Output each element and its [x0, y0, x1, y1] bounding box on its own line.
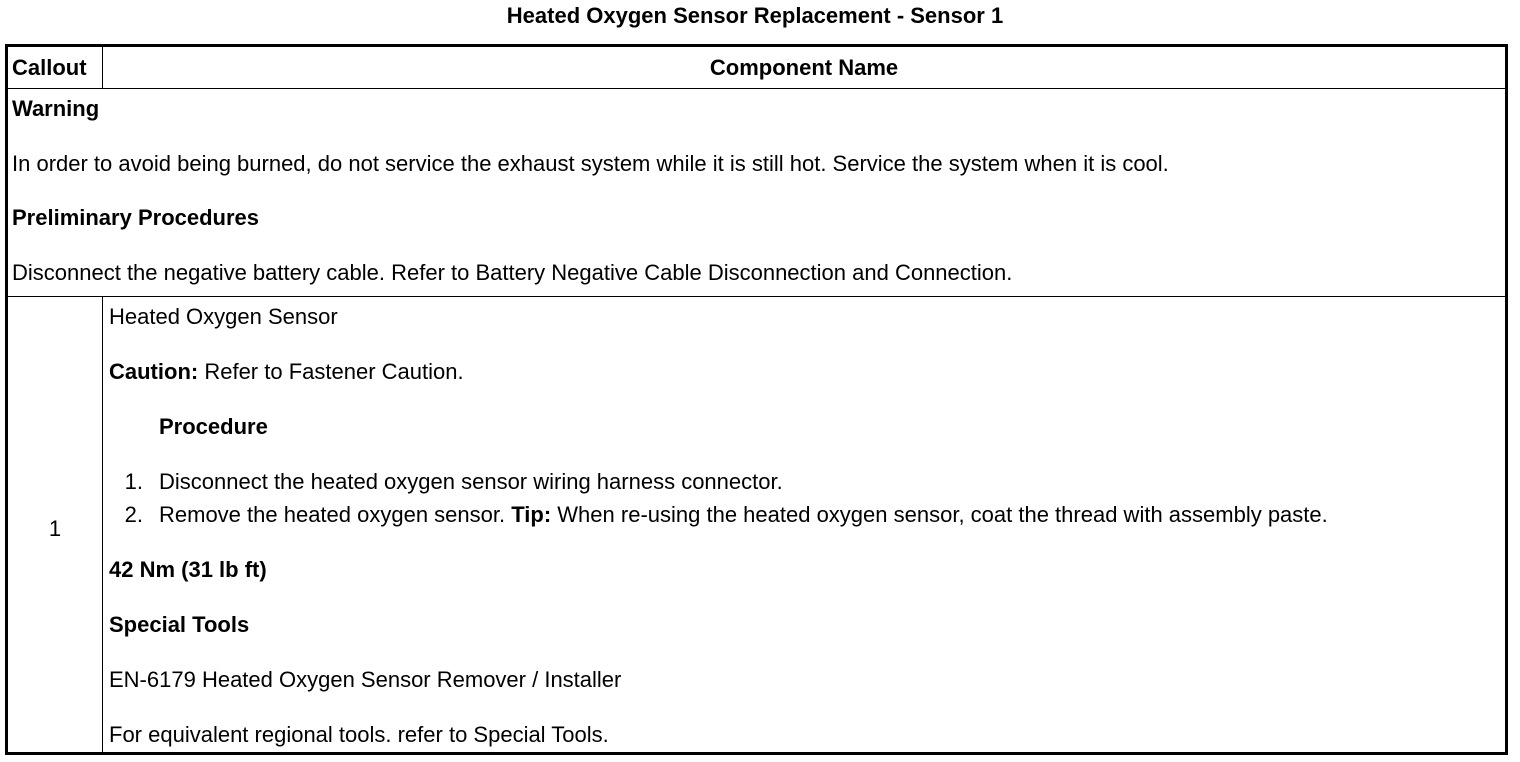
procedure-table: [5, 44, 1508, 755]
caution-label: Caution:: [109, 359, 199, 384]
callout-cell: [8, 297, 103, 752]
caution-text: Refer to Fastener Caution.: [204, 359, 464, 384]
callout-number: 1: [48, 516, 62, 541]
table-row: [8, 297, 1505, 752]
procedure-heading: Procedure: [159, 414, 268, 439]
step-number: 2.: [124, 502, 143, 527]
preliminary-row: [8, 89, 1505, 297]
step-text: Remove the heated oxygen sensor.: [159, 502, 506, 527]
component-name: Heated Oxygen Sensor: [109, 304, 338, 329]
tip-text: When re-using the heated oxygen sensor, coat the thread with assembly paste.: [557, 502, 1328, 527]
caution-line: [109, 358, 464, 386]
step-number: 1.: [124, 469, 143, 494]
header-component-name: Component Name: [709, 55, 899, 80]
step-text: Disconnect the heated oxygen sensor wiring harness connector.: [159, 469, 783, 494]
tip-label: Tip:: [511, 502, 552, 527]
preliminary-procedures-text: Disconnect the negative battery cable. Refer to Battery Negative Cable Disconnection and Connection.: [12, 260, 1013, 285]
special-tools-heading: Special Tools: [109, 612, 250, 637]
preliminary-procedures-heading: Preliminary Procedures: [12, 205, 260, 230]
special-tool-item: EN-6179 Heated Oxygen Sensor Remover / Installer: [109, 667, 622, 692]
component-cell: [103, 297, 1505, 752]
header-callout: Callout: [8, 47, 103, 88]
warning-heading: Warning: [12, 96, 100, 121]
torque-spec: 42 Nm (31 lb ft): [109, 557, 267, 582]
warning-text: In order to avoid being burned, do not service the exhaust system while it is still hot. Service the system when it is cool.: [12, 151, 1169, 176]
document-title: Heated Oxygen Sensor Replacement - Sensor 1: [506, 3, 1004, 28]
equivalent-tools-note: For equivalent regional tools. refer to Special Tools.: [109, 722, 609, 747]
table-header-row: [8, 47, 1505, 89]
step-line: [159, 501, 1328, 529]
